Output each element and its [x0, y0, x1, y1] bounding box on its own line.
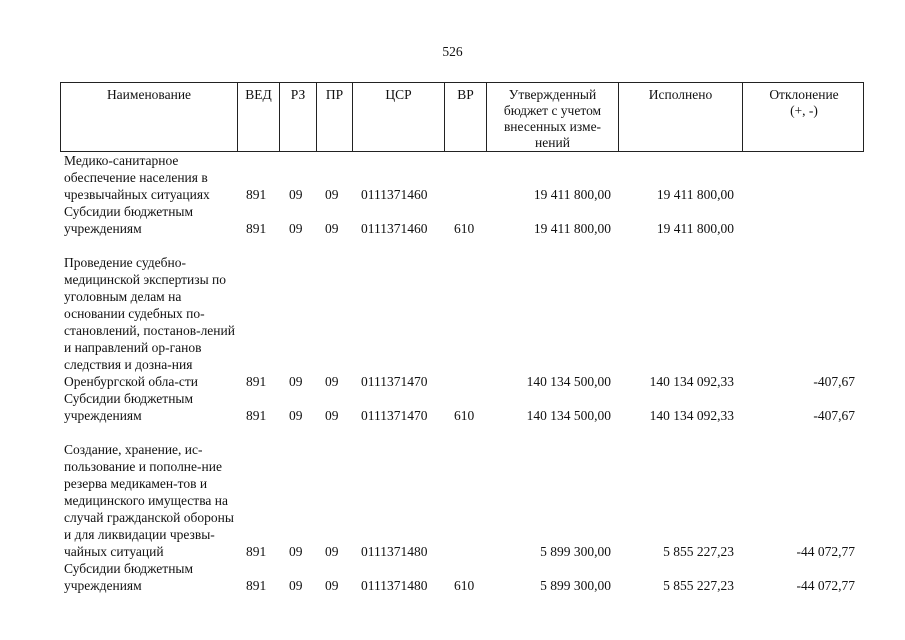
row-deviation: -407,67 [813, 408, 855, 423]
row-rz: 09 [289, 187, 303, 202]
row-rz: 09 [289, 374, 303, 389]
row-deviation: -44 072,77 [796, 544, 855, 559]
row-done: 19 411 800,00 [656, 221, 734, 236]
row-vr: 610 [454, 408, 475, 423]
row-ved: 891 [246, 221, 267, 236]
header-budget: Утвержденный бюджет с учетом внесенных изме-нений [487, 83, 619, 151]
row-budget: 19 411 800,00 [533, 221, 611, 236]
header-ved: ВЕД [238, 83, 280, 151]
table-header [60, 82, 864, 152]
row-budget: 140 134 500,00 [526, 374, 611, 389]
row-csr: 0111371470 [361, 374, 428, 389]
header-csr: ЦСР [353, 83, 445, 151]
row-ved: 891 [246, 578, 267, 593]
row-done: 5 855 227,23 [663, 544, 734, 559]
row-ved: 891 [246, 187, 267, 202]
row-budget: 5 899 300,00 [540, 578, 611, 593]
row-pr: 09 [325, 578, 339, 593]
row-done: 19 411 800,00 [656, 187, 734, 202]
row-rz: 09 [289, 408, 303, 423]
page-number: 526 [442, 44, 463, 59]
header-deviation: Отклонение (+, -) [769, 87, 839, 118]
header-rz: РЗ [280, 83, 317, 151]
header-done: Исполнено [619, 83, 743, 151]
row-name: Субсидии бюджетным учреждениям [64, 391, 194, 423]
row-vr: 610 [454, 578, 475, 593]
row-vr: 610 [454, 221, 475, 236]
row-csr: 0111371480 [361, 544, 428, 559]
row-budget: 5 899 300,00 [540, 544, 611, 559]
row-csr: 0111371460 [361, 221, 428, 236]
row-rz: 09 [289, 221, 303, 236]
header-vr: ВР [445, 83, 487, 151]
row-pr: 09 [325, 408, 339, 423]
row-pr: 09 [325, 374, 339, 389]
table-row [0, 237, 905, 390]
row-name: Субсидии бюджетным учреждениям [64, 561, 194, 593]
row-csr: 0111371460 [361, 187, 428, 202]
row-ved: 891 [246, 544, 267, 559]
row-name: Субсидии бюджетным учреждениям [64, 204, 194, 236]
row-pr: 09 [325, 544, 339, 559]
row-name: Медико-санитарное обеспечение населения в чрезвычайных ситуациях [64, 153, 210, 202]
row-csr: 0111371480 [361, 578, 428, 593]
table-row [0, 424, 905, 560]
row-done: 140 134 092,33 [649, 374, 734, 389]
row-csr: 0111371470 [361, 408, 428, 423]
row-pr: 09 [325, 187, 339, 202]
row-name: Создание, хранение, ис-пользование и пополне-ние резерва медикамен-тов и медицинского имущества на случай гражданской обороны и для ликвидации чрезвы-чайных ситуаций [64, 442, 234, 559]
row-deviation: -407,67 [813, 374, 855, 389]
row-pr: 09 [325, 221, 339, 236]
table-row [0, 152, 905, 203]
row-done: 5 855 227,23 [663, 578, 734, 593]
row-ved: 891 [246, 374, 267, 389]
header-pr: ПР [317, 83, 353, 151]
table-row [0, 203, 905, 237]
row-budget: 140 134 500,00 [526, 408, 611, 423]
table-row [0, 390, 905, 424]
row-ved: 891 [246, 408, 267, 423]
row-rz: 09 [289, 544, 303, 559]
row-deviation: -44 072,77 [796, 578, 855, 593]
row-budget: 19 411 800,00 [533, 187, 611, 202]
table-row [0, 560, 905, 594]
row-done: 140 134 092,33 [649, 408, 734, 423]
row-name: Проведение судебно-медицинской экспертизы по уголовным делам на основании судебных по-становлений, постанов-лений и направлений ор-ганов следствия и дозна-ния Оренбургской обла-сти [64, 255, 235, 389]
row-rz: 09 [289, 578, 303, 593]
header-name: Наименование [61, 83, 238, 151]
